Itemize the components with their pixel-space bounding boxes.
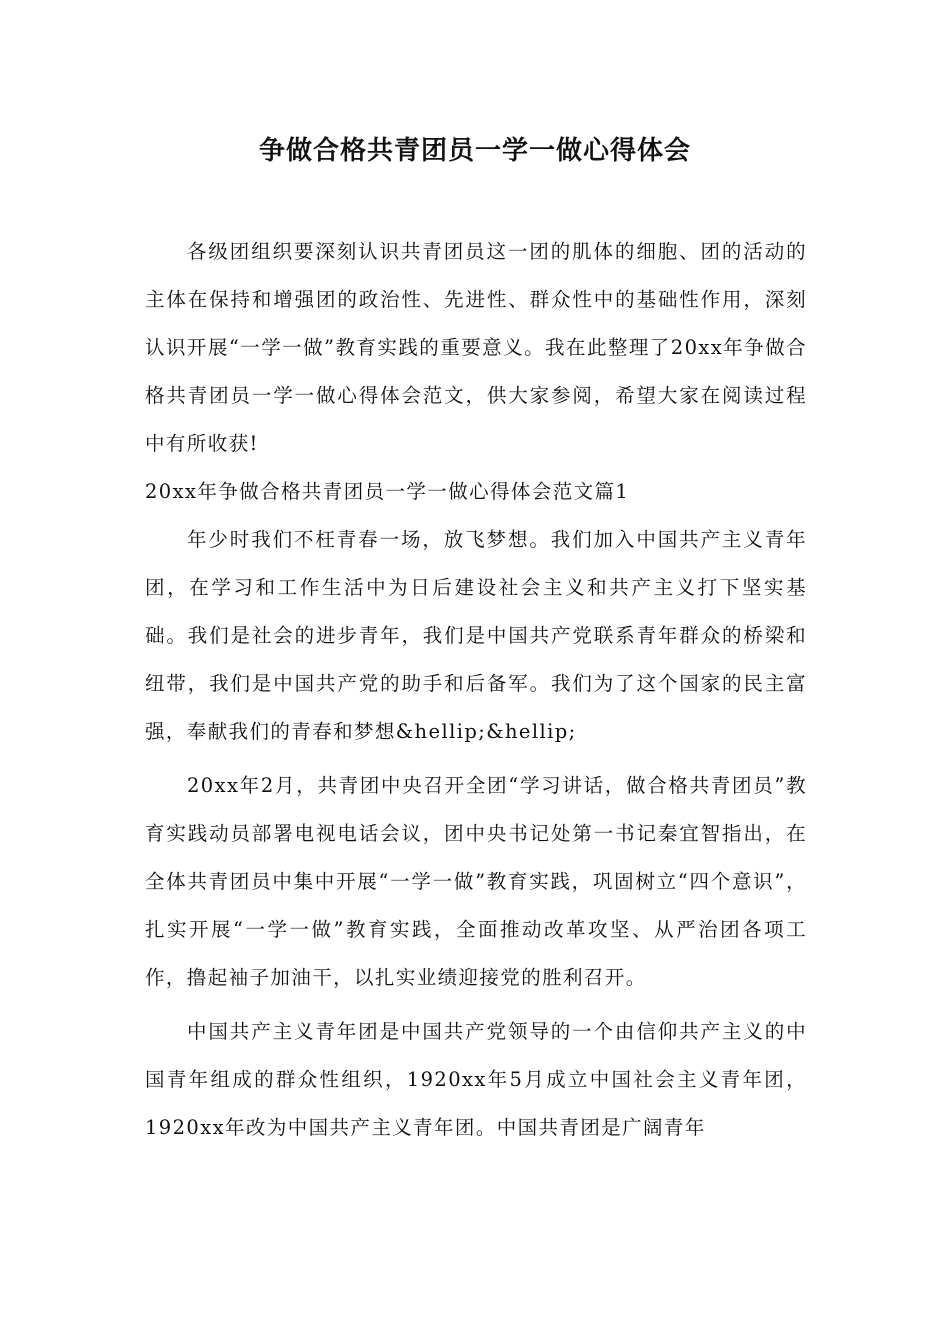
section-heading: 20xx年争做合格共青团员一学一做心得体会范文篇1: [145, 480, 630, 503]
body-paragraph-3: 中国共产主义青年团是中国共产党领导的一个由信仰共产主义的中国青年组成的群众性组织，1920xx年5月成立中国社会主义青年团，1920xx年改为中国共产主义青年团。中国共青团是广阔青年: [145, 1020, 807, 1139]
document-body: [145, 228, 807, 1152]
body-paragraph-2: 20xx年2月，共青团中央召开全团“学习讲话，做合格共青团员”教育实践动员部署电视电话会议，团中央书记处第一书记秦宜智指出，在全体共青团员中集中开展“一学一做”教育实践，巩固树立“四个意识”，扎实开展“一学一做”教育实践，全面推动改革攻坚、从严治团各项工作，撸起袖子加油干，以扎实业绩迎接党的胜利召开。: [145, 774, 807, 989]
document-title: 争做合格共青团员一学一做心得体会: [258, 136, 691, 166]
intro-paragraph: 各级团组织要深刻认识共青团员这一团的肌体的细胞、团的活动的主体在保持和增强团的政治性、先进性、群众性中的基础性作用，深刻认识开展“一学一做”教育实践的重要意义。我在此整理了20xx年争做合格共青团员一学一做心得体会范文，供大家参阅，希望大家在阅读过程中有所收获!: [145, 240, 807, 455]
body-paragraph-1: 年少时我们不枉青春一场，放飞梦想。我们加入中国共产主义青年团，在学习和工作生活中为日后建设社会主义和共产主义打下坚实基础。我们是社会的进步青年，我们是中国共产党联系青年群众的桥梁和纽带，我们是中国共产党的助手和后备军。我们为了这个国家的民主富强，奉献我们的青春和梦想&hellip;&hellip;: [145, 528, 807, 743]
